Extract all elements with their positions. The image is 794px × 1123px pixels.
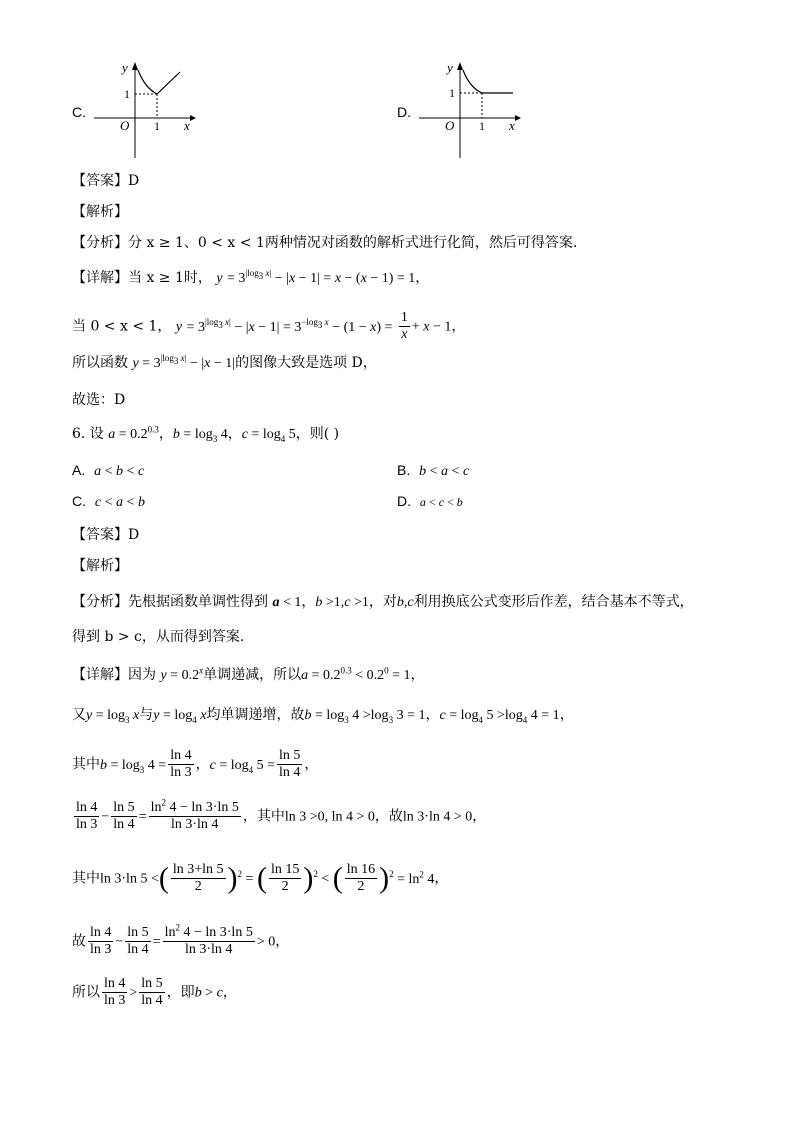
- y-one-label: 1: [449, 86, 455, 100]
- q5-choose: 故选：D: [72, 392, 126, 408]
- q5-fenxi: 【分析】分 x ≥ 1、0 < x < 1两种情况对函数的解析式进行化简，然后可得答案.: [72, 235, 578, 251]
- q6-detail-line1: 【详解】因为 $y = 0.2^x$单调递减，所以$a = 0.2^{0.3} < 0.2^0 = 1$，: [72, 665, 425, 683]
- q5-detail-line1: 【详解】当 x ≥ 1时， $y = 3^{|log_3 x|} - |x - 1| = x - (x - 1) = 1$，: [72, 268, 430, 286]
- x-one-label: 1: [154, 119, 160, 133]
- axis-y-label: y: [122, 60, 128, 75]
- q6-detail-line4: $\frac{\ln 4}{\ln 3}$ − $\frac{\ln 5}{\ln 4}$ = $\frac{\ln^2 4 - \ln 3\cdot\ln 5}{\ln 3\cdot\ln 4}$ ，其中ln 3 >0, ln 4 > 0，故ln 3·ln 4 > 0，: [76, 797, 487, 832]
- q6-fenxi-line2: 得到 b > c，从而得到答案.: [72, 629, 245, 645]
- graph-d: [415, 58, 525, 162]
- q6-fenxi: 【分析】先根据函数单调性得到 a < 1，b >1,c >1，对b,c利用换底公式变形后作差，结合基本不等式，: [72, 594, 694, 610]
- q5-answer: 【答案】D: [72, 173, 140, 189]
- q6-answer: 【答案】D: [72, 527, 140, 543]
- origin-label: O: [120, 118, 130, 133]
- q6-detail-line3: 其中$b = \log_3 4$ = $\frac{\ln 4}{\ln 3}$ ，$c = \log_4 5$ = $\frac{\ln 5}{\ln 4}$ ，: [72, 748, 319, 780]
- q6-detail-line2: 又$y = \log_3 x$与$y = \log_4 x$均单调递增，故$b = \log_3 4 >\log_3$ 3 = 1，$c = \log_4 5 >\log_4$ 4 = 1，: [72, 707, 574, 725]
- q6-stem: 6. 设 $a = 0.2^{0.3}$，$b = \log_3 4$，$c = \log_4 5$，则( ): [72, 424, 340, 444]
- axis-x-label: x: [509, 118, 515, 133]
- graph-c: [90, 58, 200, 162]
- option-d-label: D.: [397, 104, 411, 120]
- q6-detail-line5: 其中ln 3·ln 5 <( $\frac{\ln 3+\ln 5}{2}$ )$^2$ = ( $\frac{\ln 15}{2}$ )$^2$ < ( $\frac{\ln 16}{2}$ )$^2 = \ln^2 4$，: [72, 861, 449, 895]
- y-one-label: 1: [124, 87, 130, 101]
- x-one-label: 1: [479, 119, 485, 133]
- q6-option-b[interactable]: B. b < a < c: [397, 462, 470, 479]
- q6-detail-line7: 所以 $\frac{\ln 4}{\ln 3}$ > $\frac{\ln 5}{\ln 4}$ ，即b > c，: [72, 976, 237, 1008]
- q5-detail-line2: 当 0 < x < 1， $y = 3^{|log_3 x|} - |x - 1| = 3^{-log_3 x} - (1 - x)$ = $\frac{1}{x}$ + x − 1，: [72, 310, 466, 342]
- q5-detail-line3: 所以函数 $y = 3^{|log_3 x|} - |x - 1|$的图像大致是选项 D，: [72, 353, 377, 371]
- q5-analysis-tag: 【解析】: [72, 204, 128, 220]
- q6-option-d[interactable]: D. a < c < b: [397, 493, 463, 509]
- option-c-label: C.: [72, 104, 86, 120]
- q6-option-c[interactable]: C. c < a < b: [72, 493, 145, 510]
- q6-analysis-tag: 【解析】: [72, 558, 128, 574]
- axis-x-label: x: [184, 118, 190, 133]
- q6-detail-line6: 故 $\frac{\ln 4}{\ln 3}$ − $\frac{\ln 5}{\ln 4}$ = $\frac{\ln^2 4 - \ln 3\cdot\ln 5}{\ln 3\cdot\ln 4}$ > 0，: [72, 922, 290, 957]
- origin-label: O: [445, 118, 455, 133]
- q6-option-a[interactable]: A. a < b < c: [72, 462, 145, 479]
- axis-y-label: y: [447, 60, 453, 75]
